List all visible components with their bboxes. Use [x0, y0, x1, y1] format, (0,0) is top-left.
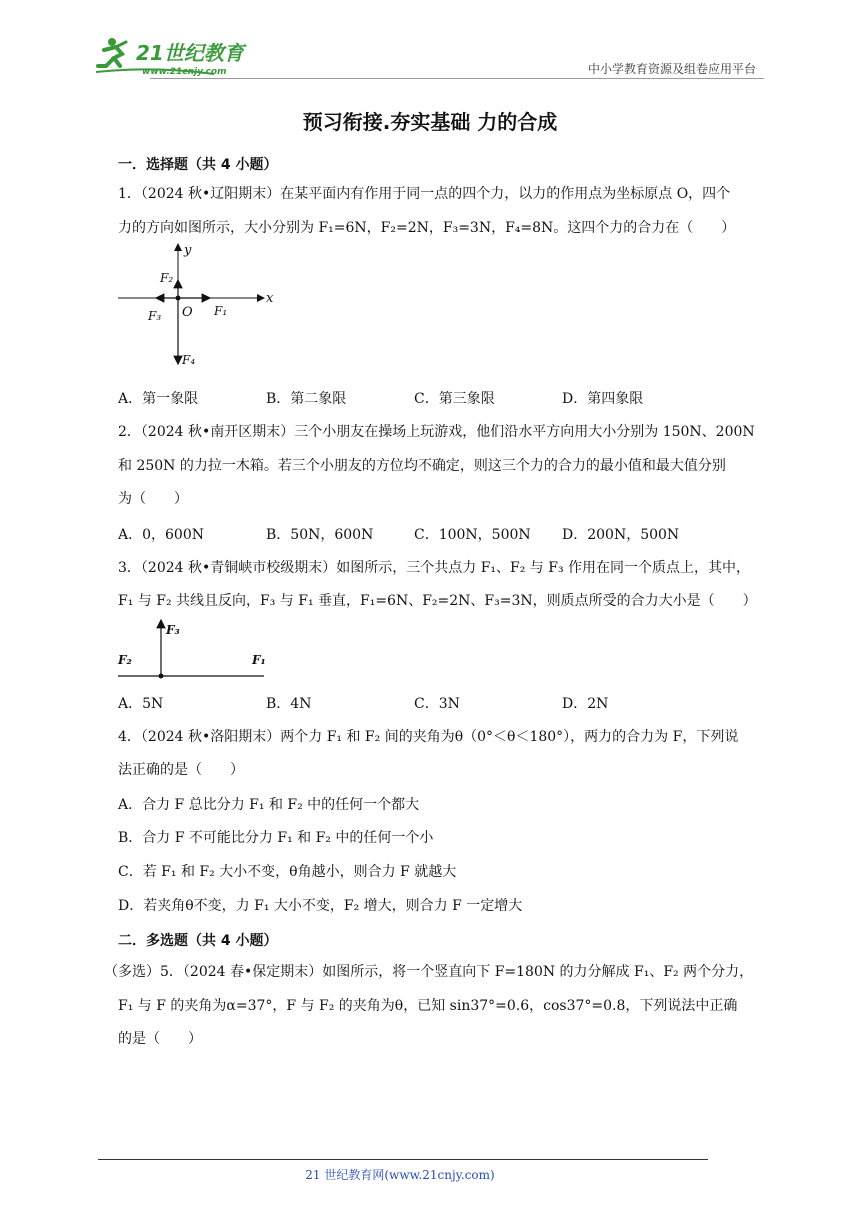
section-heading-multi: 二．多选题（共 4 小题） [118, 933, 278, 949]
q3-line2: F₁ 与 F₂ 共线且反向，F₃ 与 F₁ 垂直，F₁=6N、F₂=2N、F₃=3N，则质点所受的合力大小是（ ） [118, 593, 757, 609]
q4-line1: 4．（2024 秋•洛阳期末）两个力 F₁ 和 F₂ 间的夹角为θ（0°＜θ＜180°），两力的合力为 F，下列说 [118, 729, 739, 745]
footer-link[interactable]: 21 世纪教育网(www.21cnjy.com) [305, 1168, 495, 1182]
q3-f1-label: F₁ [252, 653, 266, 667]
f2-label: F₂ [160, 271, 174, 285]
logo-url: www.21cnjy.com [142, 67, 227, 77]
q1-option-d[interactable]: D．第四象限 [562, 391, 644, 407]
origin-label: O [182, 305, 193, 320]
q5-line1: （多选）5．（2024 春•保定期末）如图所示，将一个竖直向下 F=180N 的力分解成 F₁、F₂ 两个分力， [104, 964, 754, 980]
q3-option-c[interactable]: C．3N [414, 696, 460, 712]
q2-line2: 和 250N 的力拉一木箱。若三个小朋友的方位均不确定，则这三个力的合力的最小值和最大值分别 [118, 458, 726, 474]
f3-label: F₃ [148, 309, 162, 323]
logo-text: 21世纪教育 [136, 41, 244, 65]
f1-label: F₁ [214, 304, 228, 318]
q3-option-b[interactable]: B．4N [266, 696, 312, 712]
q1-force-diagram [114, 240, 284, 375]
page-title: 预习衔接.夯实基础 力的合成 [302, 110, 558, 134]
y-axis-label: y [184, 243, 192, 258]
header-divider [150, 78, 764, 79]
q4-option-b[interactable]: B．合力 F 不可能比分力 F₁ 和 F₂ 中的任何一个小 [118, 830, 434, 846]
q1-line2: 力的方向如图所示，大小分别为 F₁=6N，F₂=2N，F₃=3N，F₄=8N。这四个力的合力在（ ） [118, 220, 736, 236]
q4-option-a[interactable]: A．合力 F 总比分力 F₁ 和 F₂ 中的任何一个都大 [118, 797, 420, 813]
q4-option-c[interactable]: C．若 F₁ 和 F₂ 大小不变，θ角越小，则合力 F 就越大 [118, 864, 457, 880]
site-logo[interactable] [94, 36, 274, 80]
q5-line2: F₁ 与 F 的夹角为α=37°，F 与 F₂ 的夹角为θ，已知 sin37°=0.6，cos37°=0.8，下列说法中正确 [118, 998, 738, 1014]
q1-line1: 1．（2024 秋•辽阳期末）在某平面内有作用于同一点的四个力，以力的作用点为坐标原点 O，四个 [118, 186, 731, 202]
site-tagline: 中小学教育资源及组卷应用平台 [587, 62, 756, 76]
q1-option-a[interactable]: A．第一象限 [118, 391, 199, 407]
q2-option-a[interactable]: A．0，600N [118, 527, 204, 543]
q3-f3-label: F₃ [166, 623, 180, 637]
q2-option-d[interactable]: D．200N，500N [562, 527, 680, 543]
q2-line3: 为（ ） [118, 491, 188, 507]
q1-option-b[interactable]: B．第二象限 [266, 391, 347, 407]
q3-force-diagram [114, 614, 274, 684]
q4-line2: 法正确的是（ ） [118, 762, 244, 778]
q2-line1: 2．（2024 秋•南开区期末）三个小朋友在操场上玩游戏，他们沿水平方向用大小分别为 150N、200N [118, 424, 755, 440]
x-axis-label: x [266, 291, 274, 306]
q3-f2-label: F₂ [118, 653, 132, 667]
section-heading-choice: 一．选择题（共 4 小题） [118, 157, 278, 173]
q3-option-a[interactable]: A．5N [118, 696, 164, 712]
q3-option-d[interactable]: D．2N [562, 696, 609, 712]
q2-option-c[interactable]: C．100N，500N [414, 527, 531, 543]
q1-option-c[interactable]: C．第三象限 [414, 391, 495, 407]
footer-divider [98, 1159, 708, 1160]
f4-label: F₄ [182, 353, 196, 367]
q4-option-d[interactable]: D．若夹角θ不变，力 F₁ 大小不变，F₂ 增大，则合力 F 一定增大 [118, 898, 523, 914]
logo-runner-icon [94, 36, 274, 80]
q3-line1: 3．（2024 秋•青铜峡市校级期末）如图所示，三个共点力 F₁、F₂ 与 F₃ 作用在同一个质点上，其中， [118, 560, 751, 576]
q2-option-b[interactable]: B．50N，600N [266, 527, 374, 543]
q5-line3: 的是（ ） [118, 1031, 202, 1047]
